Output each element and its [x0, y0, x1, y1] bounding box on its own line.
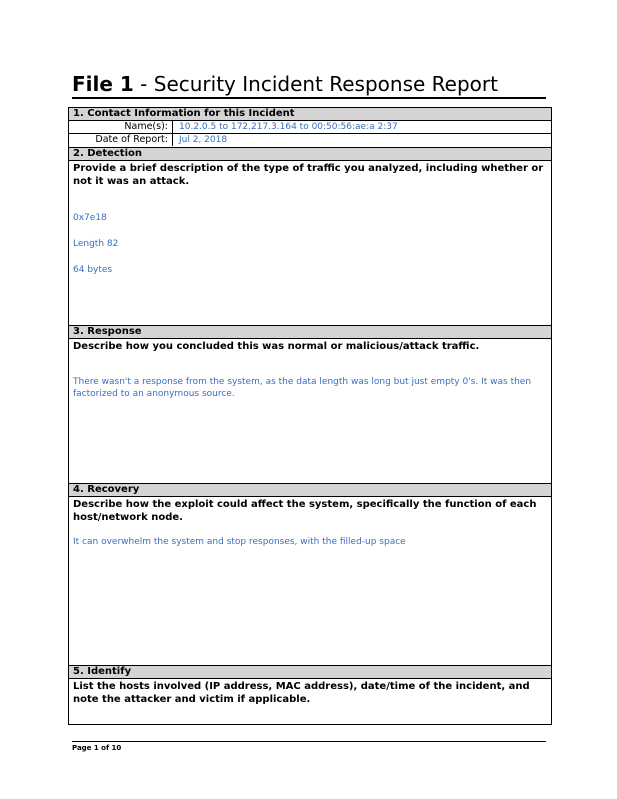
title-underline [72, 97, 546, 99]
section-identify-heading: 5. Identify [69, 665, 551, 679]
footer-rule [72, 741, 546, 742]
detection-prompt: Provide a brief description of the type of traffic you analyzed, including whether or not it was an attack. [73, 163, 544, 187]
section-contact-heading: 1. Contact Information for this Incident [69, 108, 551, 121]
section-response-heading: 3. Response [69, 325, 551, 339]
names-label: Name(s): [69, 121, 173, 133]
recovery-prompt: Describe how the exploit could affect the system, specifically the function of each host/network node. [73, 499, 537, 523]
document-title [72, 72, 547, 96]
title-file-label: File 1 [72, 72, 134, 96]
identify-prompt: List the hosts involved (IP address, MAC address), date/time of the incident, and note the attacker and victim if applicable. [73, 681, 530, 705]
recovery-answer[interactable]: It can overwhelm the system and stop responses, with the filled-up space [73, 537, 406, 547]
section-detection-heading: 2. Detection [69, 147, 551, 161]
response-prompt: Describe how you concluded this was normal or malicious/attack traffic. [73, 341, 480, 352]
names-value[interactable]: 10.2.0.5 to 172.217.3.164 to 00:50:56:ae:a 2:37 [179, 122, 398, 132]
names-row [69, 121, 551, 134]
section-recovery-heading: 4. Recovery [69, 483, 551, 497]
response-answer[interactable]: There wasn't a response from the system, as the data length was long but just empty 0's. It was then factorized to an anonymous source. [73, 377, 532, 399]
detection-answer-1[interactable]: 0x7e18 [73, 213, 107, 223]
title-text: - Security Incident Response Report [133, 72, 498, 96]
detection-answer-2[interactable]: Length 82 [73, 239, 119, 249]
date-row [69, 134, 551, 146]
detection-answer-3[interactable]: 64 bytes [73, 265, 113, 275]
date-label: Date of Report: [69, 134, 173, 146]
report-table [68, 107, 552, 725]
page-number: Page 1 of 10 [72, 744, 122, 752]
date-value[interactable]: Jul 2, 2018 [179, 135, 228, 145]
